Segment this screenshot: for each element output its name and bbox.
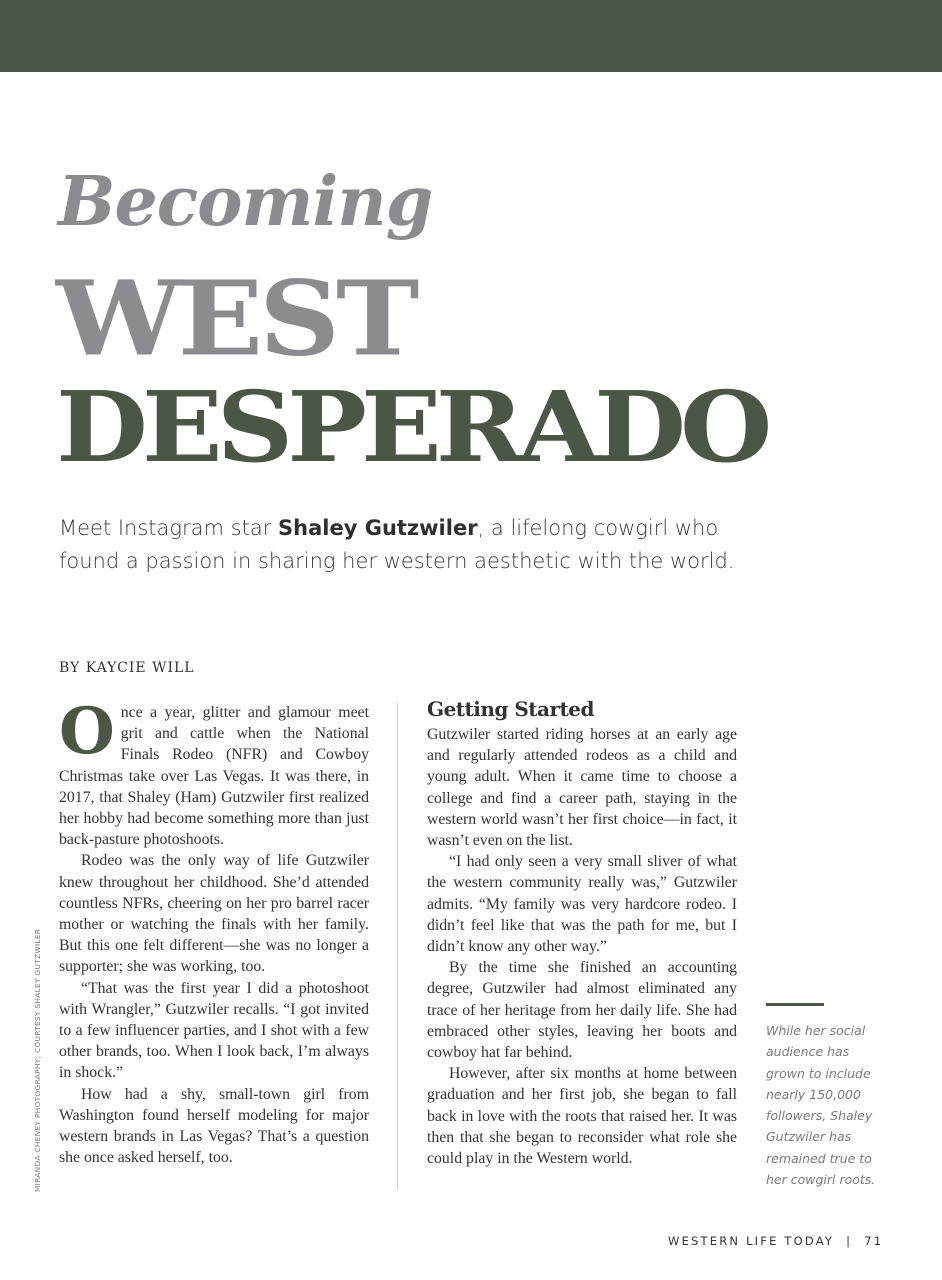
body-paragraph: How had a shy, small-town girl from Washington found herself modeling for major western brands in Las Vegas? That’s a question she once asked herself, too. — [59, 1085, 369, 1167]
body-column-2 — [427, 696, 737, 1169]
page-number: 71 — [864, 1234, 884, 1248]
pull-quote: While her social audience has grown to include nearly 150,000 followers, Shaley Gutzwiler has remained true to her cowgirl roots. — [766, 1023, 876, 1188]
body-column-1 — [59, 694, 369, 1168]
column-divider — [397, 703, 398, 1190]
body-paragraph: However, after six months at home between graduation and her first job, she began to fall back in love with the roots that raised her. It was then that she began to reconsider what role she could play in the Western world. — [427, 1065, 737, 1168]
body-paragraph: “I had only seen a very small sliver of what the western community really was,” Gutzwiler admits. “My family was very hardcore rodeo. I didn’t feel like that was the path for me, but I didn’t know any other way.” — [427, 853, 737, 956]
dek-rest: , a lifelong cowgirl who found a passion in sharing her western aesthetic with the world. — [59, 516, 735, 573]
top-color-band — [0, 0, 942, 72]
headline-kicker: Becoming — [58, 162, 433, 242]
body-paragraph: By the time she finished an accounting degree, Gutzwiler had almost eliminated any trace of her heritage from her daily life. She had embraced other styles, leaving her boots and cowboy hat far behind. — [427, 959, 737, 1062]
dek-subject-name: Shaley Gutzwiler — [278, 516, 478, 540]
first-paragraph-text: nce a year, glitter and glamour meet grit and cattle when the National Finals Rodeo (NFR) and Cowboy Christmas take over Las Vegas. It was there, in 2017, that Shaley (Ham) Gutzwiler first realized her hobby had become something more than just back-pasture photoshoots. — [59, 704, 369, 849]
headline-line-2: DESPERADO — [56, 368, 767, 484]
publication-name: WESTERN LIFE TODAY — [668, 1234, 835, 1248]
section-heading: Getting Started — [427, 697, 594, 721]
headline-line-1: WEST — [56, 258, 416, 380]
footer-separator: | — [846, 1234, 853, 1248]
body-paragraph: Gutzwiler started riding horses at an early age and regularly attended rodeos as a child and young adult. When it came time to choose a college and find a career path, staying in the western world wasn’t her first choice—in fact, it wasn’t even on the list. — [427, 726, 737, 850]
photo-credit: MIRANDA CHENEY PHOTOGRAPHY; COURTESY SHALEY GUTZWILER — [33, 928, 42, 1192]
drop-cap: O — [59, 694, 115, 769]
dek-intro: Meet Instagram star — [59, 516, 279, 540]
page-footer — [668, 1234, 883, 1248]
byline: BY KAYCIE WILL — [59, 660, 195, 676]
body-paragraph: “That was the first year I did a photoshoot with Wrangler,” Gutzwiler recalls. “I got invited to a few influencer parties, and I shot with a few other brands, too. When I look back, I’m always in shock.” — [59, 979, 369, 1082]
pull-quote-rule — [766, 1003, 824, 1006]
article-dek — [59, 512, 739, 578]
body-paragraph — [59, 694, 369, 850]
body-paragraph: Rodeo was the only way of life Gutzwiler knew throughout her childhood. She’d attended countless NFRs, cheering on her pro barrel racer mother or watching the finals with her family. But this one felt different—she was no longer a supporter; she was working, too. — [59, 852, 369, 976]
